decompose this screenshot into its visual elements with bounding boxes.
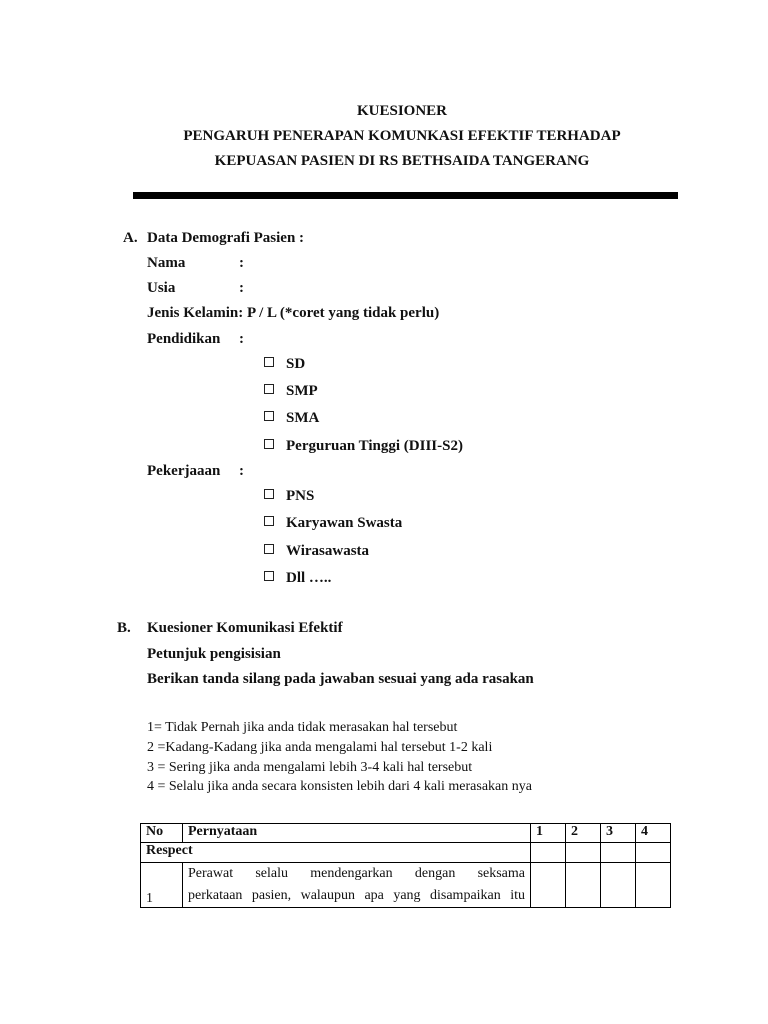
scale-line-2: 2 =Kadang-Kadang jika anda mengalami hal tersebut 1-2 kali bbox=[147, 740, 493, 755]
header-pernyataan: Pernyataan bbox=[183, 824, 531, 843]
section-b-marker: B. bbox=[117, 620, 131, 636]
doc-subtitle-line1: PENGARUH PENERAPAN KOMUNKASI EFEKTIF TERHADAP bbox=[183, 128, 621, 144]
doc-title: KUESIONER bbox=[356, 103, 448, 119]
title-divider bbox=[133, 192, 678, 199]
scale-line-4: 4 = Selalu jika anda secara konsisten lebih dari 4 kali merasakan nya bbox=[147, 779, 532, 794]
table-header-row bbox=[141, 824, 671, 843]
checkbox-icon[interactable] bbox=[264, 439, 274, 449]
checkbox-icon[interactable] bbox=[264, 544, 274, 554]
petunjuk-heading: Petunjuk pengisisian bbox=[147, 646, 281, 662]
checkbox-icon[interactable] bbox=[264, 384, 274, 394]
table-category-row bbox=[141, 843, 671, 863]
score-cell[interactable] bbox=[531, 863, 566, 908]
nama-label: Nama bbox=[147, 255, 186, 271]
category-respect: Respect bbox=[141, 843, 531, 863]
pekerjaan-option-pns[interactable]: PNS bbox=[264, 488, 314, 505]
pendidikan-option-sd[interactable]: SD bbox=[264, 356, 305, 373]
section-a-marker: A. bbox=[123, 230, 138, 246]
scale-line-3: 3 = Sering jika anda mengalami lebih 3-4 kali hal tersebut bbox=[147, 760, 473, 775]
pekerjaan-colon: : bbox=[239, 463, 244, 479]
row-no: 1 bbox=[141, 863, 183, 908]
nama-colon: : bbox=[239, 255, 244, 271]
pendidikan-colon: : bbox=[239, 331, 244, 347]
checkbox-icon[interactable] bbox=[264, 489, 274, 499]
instruction-text: Berikan tanda silang pada jawaban sesuai yang ada rasakan bbox=[147, 671, 534, 687]
section-a-heading: Data Demografi Pasien : bbox=[147, 230, 305, 246]
doc-subtitle-line2: KEPUASAN PASIEN DI RS BETHSAIDA TANGERANG bbox=[214, 153, 590, 169]
score-cell[interactable] bbox=[636, 863, 671, 908]
header-score-4: 4 bbox=[636, 824, 671, 843]
usia-colon: : bbox=[239, 280, 244, 296]
pekerjaan-option-dll[interactable]: Dll ….. bbox=[264, 570, 331, 587]
usia-label: Usia bbox=[147, 280, 176, 296]
checkbox-icon[interactable] bbox=[264, 411, 274, 421]
questionnaire-table bbox=[140, 823, 671, 908]
row-statement bbox=[183, 863, 531, 908]
score-cell[interactable] bbox=[601, 863, 636, 908]
score-cell[interactable] bbox=[601, 843, 636, 863]
table-row bbox=[141, 863, 671, 908]
score-cell[interactable] bbox=[566, 863, 601, 908]
pendidikan-option-sma[interactable]: SMA bbox=[264, 410, 319, 427]
pendidikan-label: Pendidikan bbox=[147, 331, 221, 347]
score-cell[interactable] bbox=[531, 843, 566, 863]
header-score-2: 2 bbox=[566, 824, 601, 843]
section-b-heading: Kuesioner Komunikasi Efektif bbox=[147, 620, 343, 636]
header-no: No bbox=[141, 824, 183, 843]
statement-line-2: perkataan pasien, walaupun apa yang disampaikan itu bbox=[188, 888, 525, 903]
checkbox-icon[interactable] bbox=[264, 516, 274, 526]
checkbox-icon[interactable] bbox=[264, 571, 274, 581]
scale-line-1: 1= Tidak Pernah jika anda tidak merasakan hal tersebut bbox=[147, 720, 458, 735]
pendidikan-option-smp[interactable]: SMP bbox=[264, 383, 318, 400]
header-score-1: 1 bbox=[531, 824, 566, 843]
jenis-kelamin-label: Jenis Kelamin: P / L (*coret yang tidak perlu) bbox=[147, 305, 440, 321]
checkbox-icon[interactable] bbox=[264, 357, 274, 367]
statement-line-1: Perawat selalu mendengarkan dengan seksama bbox=[188, 866, 525, 881]
pekerjaan-option-swasta[interactable]: Karyawan Swasta bbox=[264, 515, 402, 532]
pendidikan-option-pt[interactable]: Perguruan Tinggi (DIII-S2) bbox=[264, 438, 463, 455]
header-score-3: 3 bbox=[601, 824, 636, 843]
score-cell[interactable] bbox=[566, 843, 601, 863]
score-cell[interactable] bbox=[636, 843, 671, 863]
pekerjaan-label: Pekerjaaan bbox=[147, 463, 221, 479]
pekerjaan-option-wirasawasta[interactable]: Wirasawasta bbox=[264, 543, 369, 560]
